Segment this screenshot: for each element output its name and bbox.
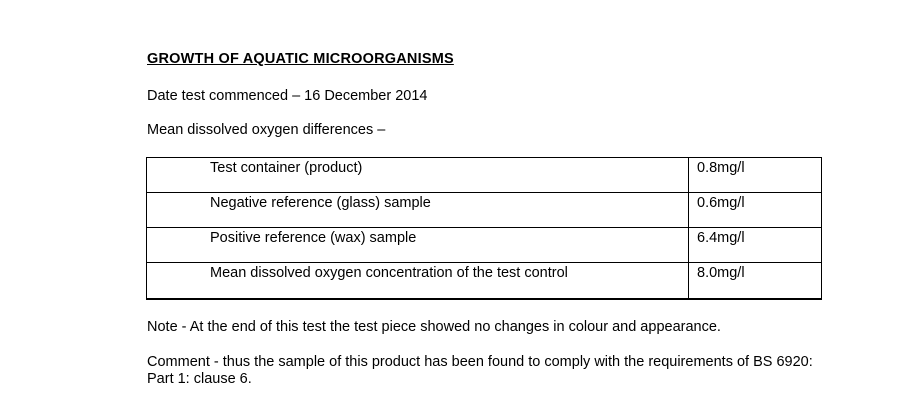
- comment-text: Comment - thus the sample of this product has been found to comply with the requirements of BS 6920: Part 1: clause 6.: [147, 354, 813, 387]
- row-label: Negative reference (glass) sample: [147, 193, 689, 228]
- table-row: [147, 193, 822, 228]
- table-row: [147, 263, 822, 299]
- date-commenced-text: Date test commenced – 16 December 2014: [147, 88, 428, 104]
- row-value: 0.8mg/l: [689, 158, 822, 193]
- document-title: GROWTH OF AQUATIC MICROORGANISMS: [147, 51, 454, 67]
- row-value: 0.6mg/l: [689, 193, 822, 228]
- note-text: Note - At the end of this test the test piece showed no changes in colour and appearance.: [147, 319, 721, 335]
- oxygen-results-table: [146, 157, 822, 300]
- row-value: 8.0mg/l: [689, 263, 822, 299]
- row-label: Test container (product): [147, 158, 689, 193]
- row-label: Positive reference (wax) sample: [147, 228, 689, 263]
- mean-oxygen-heading: Mean dissolved oxygen differences –: [147, 122, 386, 138]
- row-value: 6.4mg/l: [689, 228, 822, 263]
- row-label: Mean dissolved oxygen concentration of the test control: [147, 263, 689, 299]
- table-row: [147, 228, 822, 263]
- table-row: [147, 158, 822, 193]
